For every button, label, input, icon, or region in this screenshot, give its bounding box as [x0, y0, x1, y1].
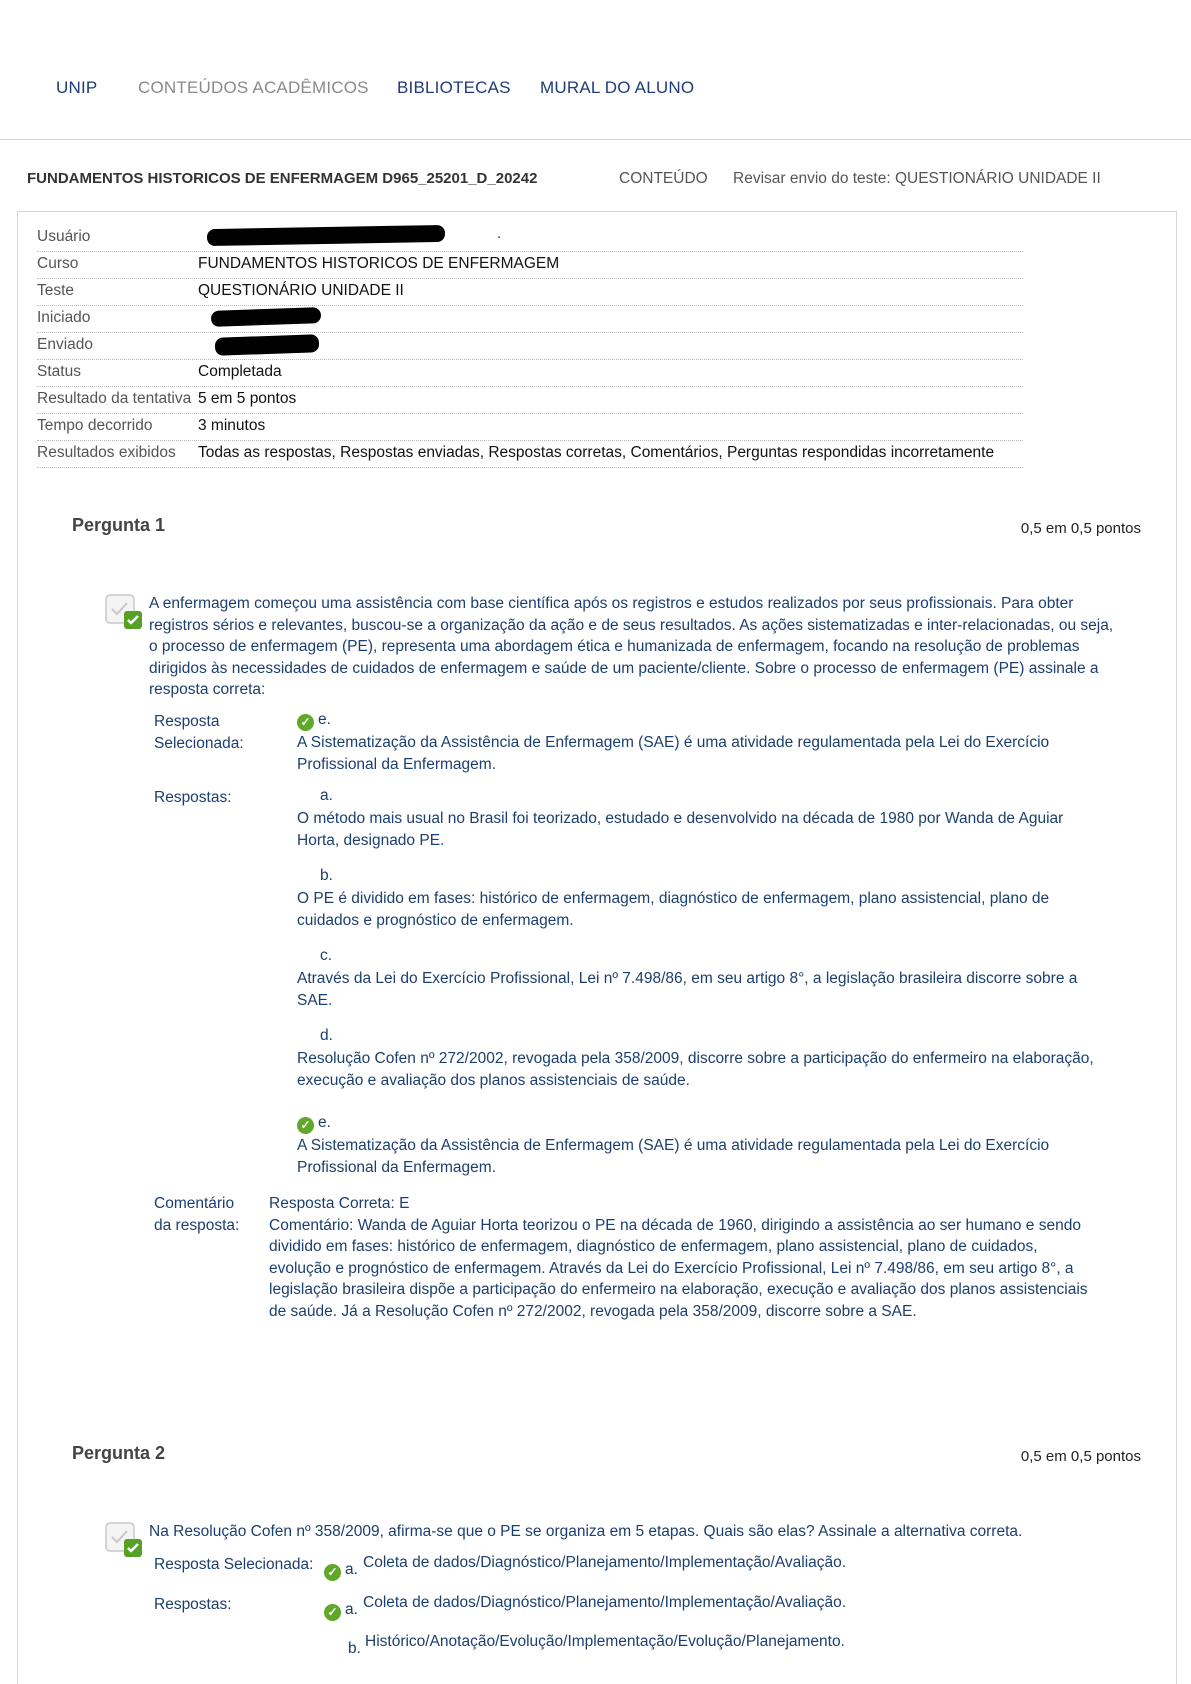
option-a-letter: a.	[345, 1601, 358, 1618]
info-value-teste: QUESTIONÁRIO UNIDADE II	[198, 282, 404, 299]
answers-label: Respostas:	[154, 1596, 232, 1613]
info-row-tempo	[37, 413, 1023, 441]
option-b-text: O PE é dividido em fases: histórico de enfermagem, diagnóstico de enfermagem, plano assistencial, plano de cuidados e prognóstico de enfermagem.	[297, 890, 1050, 929]
option-e-letter: e.	[318, 1114, 331, 1131]
questions-area	[17, 481, 1177, 1684]
option-d-text: Resolução Cofen nº 272/2002, revogada pela 358/2009, discorre sobre a participação do enfermeiro na elaboração, execução e avaliação dos planos assistenciais de saúde.	[297, 1050, 1094, 1089]
info-row-status	[37, 359, 1023, 387]
info-label-enviado: Enviado	[37, 336, 94, 353]
comment-label-line-1: Comentário	[154, 1195, 235, 1212]
top-navigation	[0, 0, 1191, 140]
info-value-tempo: 3 minutos	[198, 417, 266, 434]
redacted-dot: .	[497, 225, 502, 242]
check-icon: ✓	[297, 714, 314, 731]
info-value-exibidos: Todas as respostas, Respostas enviadas, Respostas corretas, Comentários, Perguntas respondidas incorretamente	[198, 444, 995, 461]
option-a-letter: a.	[320, 787, 333, 804]
breadcrumb-conteudo[interactable]: CONTEÚDO	[619, 170, 708, 187]
correct-answer-line: Resposta Correta: E	[269, 1195, 410, 1212]
option-c-letter: c.	[320, 947, 333, 964]
info-value-status: Completada	[198, 363, 282, 380]
option-b-text: Histórico/Anotação/Evolução/Implementação/Evolução/Planejamento.	[365, 1633, 845, 1650]
question-2-points: 0,5 em 0,5 pontos	[1020, 1448, 1141, 1465]
comment-label	[154, 1193, 264, 1236]
option-c-text: Através da Lei do Exercício Profissional, Lei nº 7.498/86, em seu artigo 8°, a legislação brasileira discorre sobre a SAE.	[297, 970, 1078, 1009]
info-row-usuario	[37, 224, 1023, 252]
info-label-usuario: Usuário	[37, 228, 91, 245]
question-2-title: Pergunta 2	[72, 1443, 166, 1463]
info-row-enviado	[37, 332, 1023, 360]
comment-label-line-2: da resposta:	[154, 1216, 240, 1234]
option-b-letter: b.	[348, 1640, 361, 1657]
correct-answer-icon	[104, 591, 144, 631]
nav-bibliotecas[interactable]: BIBLIOTECAS	[397, 78, 511, 97]
answer-comment	[269, 1193, 1099, 1322]
option-a-text: O método mais usual no Brasil foi teorizado, estudado e desenvolvido na década de 1980 por Wanda de Aguiar Horta, designado PE.	[297, 810, 1064, 849]
info-value-curso: FUNDAMENTOS HISTORICOS DE ENFERMAGEM	[198, 255, 560, 272]
info-label-iniciado: Iniciado	[37, 309, 91, 326]
nav-mural-do-aluno[interactable]: MURAL DO ALUNO	[540, 78, 695, 97]
info-label-status: Status	[37, 363, 81, 380]
option-d-letter: d.	[320, 1027, 333, 1044]
correct-answer-icon	[104, 1519, 144, 1559]
answers-label: Respostas:	[154, 789, 232, 806]
info-label-tempo: Tempo decorrido	[37, 417, 153, 434]
info-row-teste	[37, 278, 1023, 306]
selected-answer-letter: a.	[345, 1561, 358, 1578]
option-e-text: A Sistematização da Assistência de Enfermagem (SAE) é uma atividade regulamentada pela Lei do Exercício Profissional da Enfermagem.	[297, 1137, 1050, 1176]
redacted-start-time	[211, 307, 321, 327]
comment-text: Comentário: Wanda de Aguiar Horta teorizou o PE na década de 1960, dirigindo a assistência ao ser humano e sendo dividido em fases: histórico de enfermagem, diagnóstico de enfermagem, plano assistencial, plano de cuidados, evolução e prognóstico de enfermagem. Através da Lei do Exercício Profissional, Lei nº 7.498/86, em seu artigo 8°, a legislação brasileira dispõe a participação do enfermeiro na elaboração, execução e avaliação dos planos assistenciais de saúde. Já a Resolução Cofen nº 272/2002, revogada pela 358/2009, discorre sobre a SAE.	[269, 1216, 1088, 1320]
selected-answer-label-line-2: Selecionada:	[154, 734, 244, 752]
breadcrumb-current-page: Revisar envio do teste: QUESTIONÁRIO UNIDADE II	[733, 170, 1101, 187]
info-label-teste: Teste	[37, 282, 75, 299]
question-1-text: A enfermagem começou uma assistência com base científica após os registros e estudos realizados por seus profissionais. Para obter registros sérios e relevantes, buscou-se a organização da ação e de seus resultados. As ações sistematizadas e inter-relacionadas, ou seja, o processo de enfermagem (PE), representa uma abordagem ética e humanizada de enfermagem, focando na resolução de problemas dirigidos às necessidades de cuidados de enfermagem e saúde de um paciente/cliente. Sobre o processo de enfermagem (PE) assinale a resposta correta:	[149, 595, 1114, 698]
selected-answer-letter: e.	[318, 711, 331, 728]
info-row-resultado	[37, 386, 1023, 414]
nav-conteudos-academicos[interactable]: CONTEÚDOS ACADÊMICOS	[138, 78, 369, 97]
info-row-curso	[37, 251, 1023, 279]
info-row-iniciado	[37, 305, 1023, 333]
breadcrumb-course[interactable]: FUNDAMENTOS HISTORICOS DE ENFERMAGEM D965_25201_D_20242	[27, 170, 538, 187]
redacted-user	[207, 225, 445, 246]
info-label-curso: Curso	[37, 255, 79, 272]
question-1-points: 0,5 em 0,5 pontos	[1020, 520, 1141, 537]
check-icon: ✓	[324, 1564, 341, 1581]
selected-answer-label	[154, 711, 274, 754]
selected-answer-text: A Sistematização da Assistência de Enfermagem (SAE) é uma atividade regulamentada pela Lei do Exercício Profissional da Enfermagem.	[297, 734, 1050, 773]
nav-unip[interactable]: UNIP	[56, 78, 98, 97]
test-info-panel	[17, 211, 1177, 482]
selected-answer-label: Resposta Selecionada:	[154, 1556, 314, 1573]
selected-answer-label-line-1: Resposta	[154, 713, 220, 730]
question-1-title: Pergunta 1	[72, 515, 166, 535]
question-2-text: Na Resolução Cofen nº 358/2009, afirma-se que o PE se organiza em 5 etapas. Quais são elas? Assinale a alternativa correta.	[149, 1523, 1023, 1540]
info-label-exibidos: Resultados exibidos	[37, 444, 176, 461]
check-icon: ✓	[297, 1117, 314, 1134]
info-row-resultados-exibidos	[37, 440, 1023, 468]
option-a-text: Coleta de dados/Diagnóstico/Planejamento/Implementação/Avaliação.	[363, 1594, 847, 1611]
redacted-submit-time	[215, 334, 320, 356]
info-label-resultado: Resultado da tentativa	[37, 390, 192, 407]
info-value-resultado: 5 em 5 pontos	[198, 390, 297, 407]
selected-answer-text: Coleta de dados/Diagnóstico/Planejamento/Implementação/Avaliação.	[363, 1554, 847, 1571]
check-icon: ✓	[324, 1604, 341, 1621]
option-b-letter: b.	[320, 867, 333, 884]
